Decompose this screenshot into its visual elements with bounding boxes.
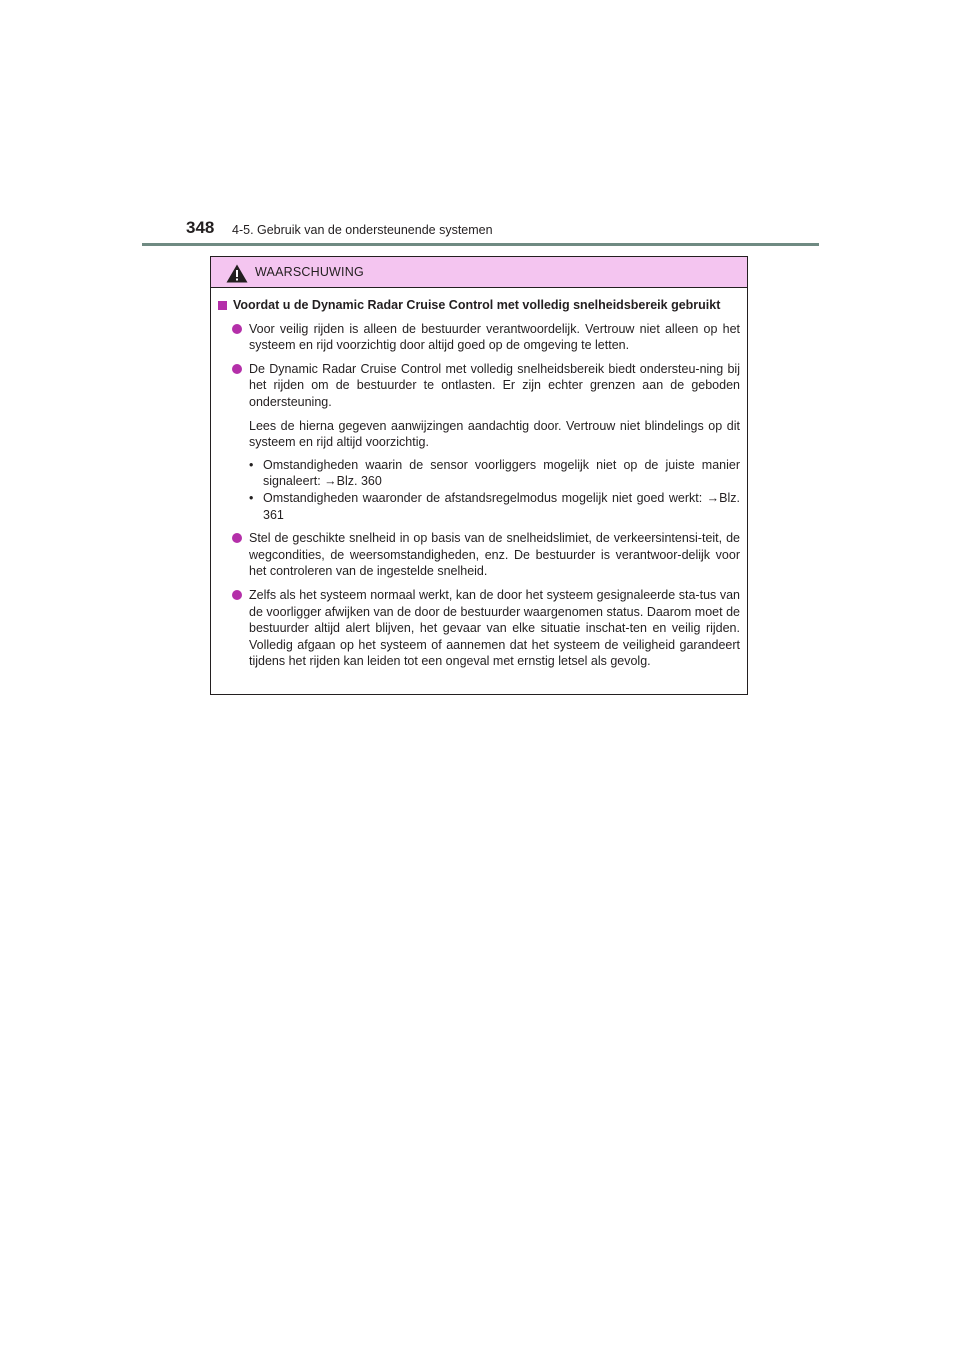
warning-triangle-icon — [226, 264, 248, 283]
circle-bullet-icon — [232, 324, 242, 334]
square-bullet-icon — [218, 301, 227, 310]
sub-list-text: Omstandigheden waaronder de afstandsregelmodus mogelijk niet goed werkt: →Blz. 361 — [263, 490, 740, 522]
sub-list-text: Omstandigheden waarin de sensor voorliggers mogelijk niet op de juiste manier signaleert: →Blz. 360 — [263, 457, 740, 489]
item-paragraph: Voor veilig rijden is alleen de bestuurder verantwoordelijk. Vertrouw niet alleen op het systeem en rijd voorzichtig door altijd goed op de omgeving te letten. — [249, 321, 740, 353]
warning-item-3 — [218, 530, 740, 580]
item-paragraph: Lees de hierna gegeven aanwijzingen aandachtig door. Vertrouw niet blindelings op dit systeem en rijd altijd voorzichtig. — [249, 418, 740, 450]
sub-list-item — [249, 490, 740, 523]
circle-bullet-icon — [232, 364, 242, 374]
warning-label: WAARSCHUWING — [255, 265, 364, 279]
warning-item-4 — [218, 587, 740, 670]
sub-list — [249, 457, 740, 523]
circle-bullet-icon — [232, 590, 242, 600]
item-paragraph: De Dynamic Radar Cruise Control met volledig snelheidsbereik biedt ondersteu-ning bij het rijden om de bestuurder te ontlasten. Er zijn echter grenzen aan de geboden ondersteuning. — [249, 361, 740, 409]
page-number: 348 — [186, 218, 215, 237]
running-title: 4-5. Gebruik van de ondersteunende systemen — [232, 223, 493, 237]
warning-item-1 — [218, 321, 740, 354]
circle-bullet-icon — [232, 533, 242, 543]
header-rule — [142, 243, 819, 246]
dot-bullet-icon: • — [249, 490, 254, 505]
warning-box — [210, 256, 748, 695]
warning-body — [211, 288, 747, 670]
section-heading-text: Voordat u de Dynamic Radar Cruise Control met volledig snelheidsbereik gebruikt — [233, 298, 721, 312]
dot-bullet-icon: • — [249, 457, 254, 472]
warning-header — [211, 257, 747, 288]
item-paragraph: Stel de geschikte snelheid in op basis van de snelheidslimiet, de verkeersintensi-teit, de wegcondities, de weersomstandigheden, enz. De bestuurder is verantwoor-delijk voor het controleren van de ingestelde snelheid. — [249, 531, 740, 579]
item-paragraph: Zelfs als het systeem normaal werkt, kan de door het systeem gesignaleerde sta-tus van de voorligger afwijken van de door de bestuurder waargenomen status. Daarom moet de bestuurder altijd alert blijven, het gevaar van elke situatie inschat-ten en veilig rijden. Volledig afgaan op het systeem of aannemen dat het systeem de veiligheid garandeert tijdens het rijden kan leiden tot een ongeval met ernstig letsel als gevolg. — [249, 587, 740, 669]
sub-list-item — [249, 457, 740, 490]
section-heading — [218, 297, 740, 314]
warning-item-2 — [218, 361, 740, 523]
